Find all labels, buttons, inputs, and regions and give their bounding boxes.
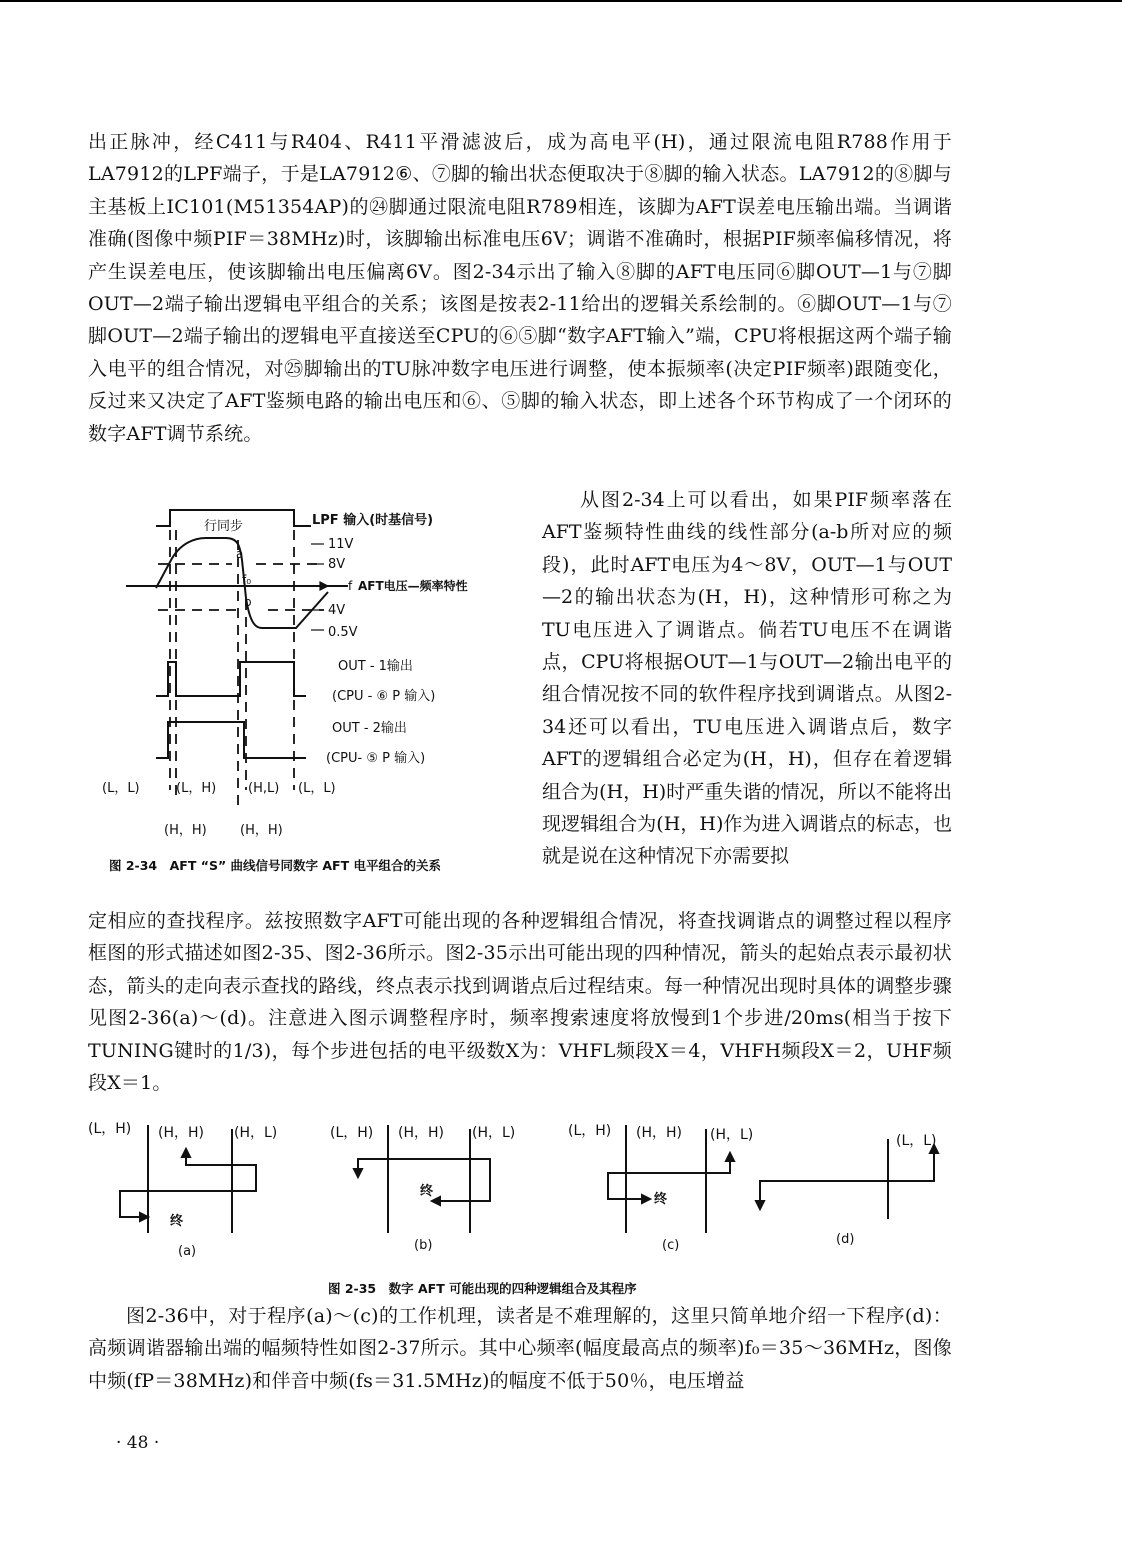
fig35-panel-a — [120, 1125, 256, 1233]
fig35-b-tag: (b) — [414, 1238, 433, 1253]
fig34-sync-label: 行同步 — [204, 519, 244, 534]
paragraph-3: 定相应的查找程序。兹按照数字AFT可能出现的各种逻辑组合情况，将查找调谐点的调整过程以程序框图的形式描述如图2-35、图2-36所示。图2-35示出可能出现的四种情况，箭头的起始点表示最初状态，箭头的走向表示查找的路线，终点表示找到调谐点后过程结束。每一种情况出现时具体的调整步骤见图2-36(a)～(d)。注意进入图示调整程序时，频率搜索速度将放慢到1个步进/20ms(相当于按下TUNING键时的1/3)，每个步进包括的电平级数X为：VHFL频段X＝4，VHFH频段X＝2，UHF频段X＝1。 — [88, 910, 953, 1095]
fig35-panel-b — [354, 1125, 490, 1233]
fig34-11v-label: 11V — [328, 537, 354, 552]
fig35-c-l2: (H，H) — [636, 1125, 682, 1141]
fig34-a-label: a — [236, 547, 244, 561]
top-border-line — [0, 0, 1122, 2]
page-number: · 48 · — [116, 1433, 160, 1453]
fig35-c-l1: (L，H) — [568, 1123, 612, 1139]
fig35-b-end: 终 — [420, 1184, 434, 1199]
fig34-ll2-label: (L，L) — [298, 781, 336, 796]
fig35-b-l3: (H，L) — [472, 1125, 516, 1141]
fig34-lpf-label: LPF 输入(时基信号) — [312, 513, 434, 528]
fig35-b-l2: (H，H) — [398, 1125, 444, 1141]
fig35-a-l1: (L，H) — [88, 1121, 132, 1137]
figure-2-35-logic-combinations — [84, 1115, 964, 1265]
figure-2-34-caption: 图 2-34 AFT “S” 曲线信号同数字 AFT 电平组合的关系 — [109, 858, 441, 873]
fig34-out2-label: OUT - 2输出 — [332, 721, 407, 736]
fig35-c-tag: (c) — [662, 1238, 680, 1253]
fig34-b-label: b — [244, 595, 252, 609]
paragraph-1: 出正脉冲，经C411与R404、R411平滑滤波后，成为高电平(H)，通过限流电阻R788作用于LA7912的LPF端子，于是LA7912⑥、⑦脚的输出状态便取决于⑧脚的输入状态。LA7912的⑧脚与主基板上IC101(M51354AP)的㉔脚通过限流电阻R789相连，该脚为AFT误差电压输出端。当调谐准确(图像中频PIF＝38MHz)时，该脚输出标准电压6V；调谐不准确时，根据PIF频率偏移情况，将产生误差电压，使该脚输出电压偏离6V。图2-34示出了输入⑧脚的AFT电压同⑥脚OUT—1与⑦脚OUT—2端子输出逻辑电平组合的关系；该图是按表2-11给出的逻辑关系绘制的。⑥脚OUT—1与⑦脚OUT—2端子输出的逻辑电平直接送至CPU的⑥⑤脚“数字AFT输入”端，CPU将根据这两个端子输入电平的组合情况，对㉕脚输出的TU脉冲数字电压进行调整，使本振频率(决定PIF频率)跟随变化，反过来又决定了AFT鉴频电路的输出电压和⑥、⑤脚的输入状态，即上述各个环节构成了一个闭环的数字AFT调节系统。 — [88, 131, 952, 445]
fig34-ll1-label: (L，L) — [102, 781, 140, 796]
fig35-a-l2: (H，H) — [158, 1125, 204, 1141]
fig35-d-l1: (L，L) — [896, 1133, 937, 1149]
fig34-lh-label: (L，H) — [176, 781, 217, 796]
fig34-cpu5-label: (CPU- ⑤ P 输入) — [326, 751, 426, 766]
fig34-f0-label: f₀ — [242, 573, 252, 587]
fig34-hh1-label: (H，H) — [164, 823, 207, 838]
fig34-hh2-label: (H，H) — [240, 823, 283, 838]
figure-2-34-aft-s-curve — [96, 500, 536, 840]
fig35-d-tag: (d) — [836, 1232, 855, 1247]
fig34-cpu6-label: (CPU - ⑥ P 输入) — [332, 689, 436, 704]
fig35-c-end: 终 — [654, 1192, 668, 1207]
figure-2-35-caption: 图 2-35 数字 AFT 可能出现的四种逻辑组合及其程序 — [328, 1281, 637, 1296]
out2-waveform — [156, 722, 306, 758]
fig34-05v-label: 0.5V — [328, 625, 358, 640]
fig34-curve-label: AFT电压—频率特性 — [358, 579, 468, 593]
fig34-8v-label: 8V — [328, 557, 346, 572]
fig35-c-l3: (H，L) — [710, 1127, 754, 1143]
out1-waveform — [156, 662, 306, 696]
fig35-b-l1: (L，H) — [330, 1125, 374, 1141]
fig35-a-end: 终 — [170, 1214, 184, 1229]
paragraph-4: 图2-36中，对于程序(a)～(c)的工作机理，读者是不难理解的，这里只简单地介绍一下程序(d)：高频调谐器输出端的幅频特性如图2-37所示。其中心频率(幅度最高点的频率)f₀＝35～36MHz，图像中频(fP＝38MHz)和伴音中频(fs＝31.5MHz)的幅度不低于50％，电压增益 — [88, 1305, 952, 1392]
paragraph-2: 从图2-34上可以看出，如果PIF频率落在AFT鉴频特性曲线的线性部分(a-b所对应的频段)，此时AFT电压为4～8V，OUT—1与OUT—2的输出状态为(H，H)，这种情形可称之为TU电压进入了调谐点。倘若TU电压不在调谐点，CPU将根据OUT—1与OUT—2输出电平的组合情况按不同的软件程序找到调谐点。从图2-34还可以看出，TU电压进入调谐点后，数字AFT的逻辑组合必定为(H，H)，但存在着逻辑组合为(H，H)时严重失谐的情况，所以不能将出现逻辑组合为(H，H)作为进入调谐点的标志，也就是说在这种情况下亦需要拟 — [542, 489, 952, 868]
fig35-panel-d — [756, 1139, 938, 1219]
fig34-f-label: f — [348, 579, 353, 593]
fig34-out1-label: OUT - 1输出 — [338, 659, 413, 674]
fig35-a-tag: (a) — [178, 1244, 197, 1259]
fig35-a-l3: (H，L) — [234, 1125, 278, 1141]
fig34-4v-label: 4V — [328, 603, 346, 618]
fig34-hl-label: (H,L) — [248, 781, 280, 796]
